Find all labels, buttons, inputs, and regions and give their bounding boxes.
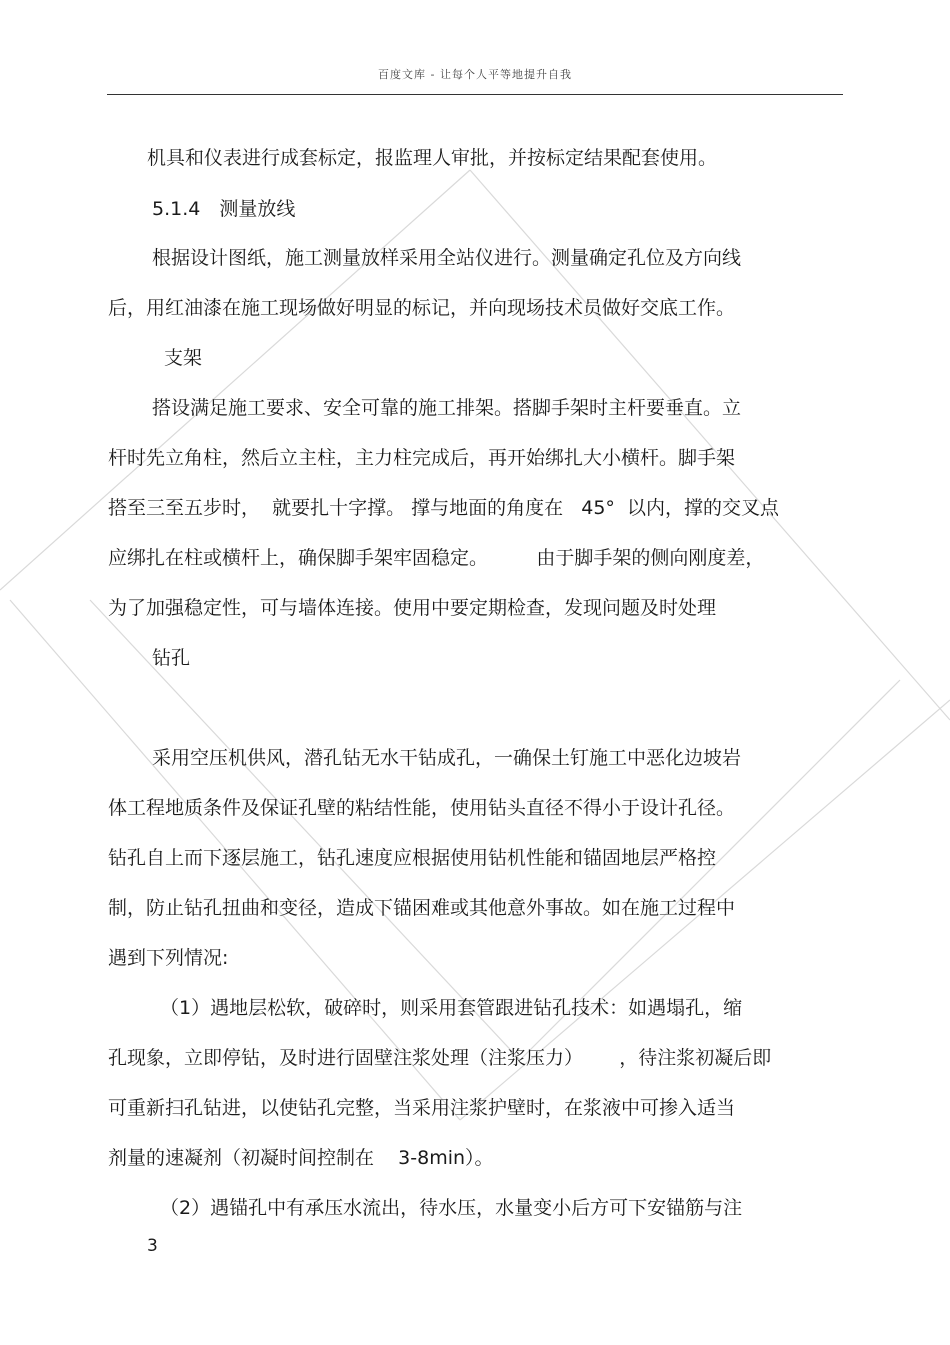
list-item-2-line-1: （2）遇锚孔中有承压水流出，待水压，水量变小后方可下安锚筋与注 xyxy=(160,1197,743,1219)
section-heading-support: 支架 xyxy=(164,347,203,369)
page-number: 3 xyxy=(147,1236,158,1256)
text-line-3: 根据设计图纸，施工测量放样采用全站仪进行。测量确定孔位及方向线 xyxy=(152,247,742,269)
section-heading-drilling: 钻孔 xyxy=(152,647,191,669)
list-item-1-line-2: 孔现象，立即停钻，及时进行固壁注浆处理（注浆压力） ，待注浆初凝后即 xyxy=(108,1047,772,1069)
text-line-10: 为了加强稳定性，可与墙体连接。使用中要定期检查，发现问题及时处理 xyxy=(108,597,717,619)
text-line-14: 钻孔自上而下逐层施工，钻孔速度应根据使用钻机性能和锚固地层严格控 xyxy=(108,847,717,869)
text-line-6: 搭设满足施工要求、安全可靠的施工排架。搭脚手架时主杆要垂直。立 xyxy=(152,397,742,419)
section-heading-survey: 5.1.4 测量放线 xyxy=(152,198,296,220)
list-item-1-line-4: 剂量的速凝剂（初凝时间控制在 3-8min）。 xyxy=(108,1147,494,1169)
text-line-12: 采用空压机供风，潜孔钻无水干钻成孔，一确保土钉施工中恶化边坡岩 xyxy=(152,747,742,769)
list-item-1-line-1: （1）遇地层松软，破碎时，则采用套管跟进钻孔技术：如遇塌孔，缩 xyxy=(160,997,743,1019)
text-line-4: 后，用红油漆在施工现场做好明显的标记，并向现场技术员做好交底工作。 xyxy=(108,297,736,319)
page-header-title: 百度文库 - 让每个人平等地提升自我 xyxy=(378,68,572,81)
text-line-13: 体工程地质条件及保证孔壁的粘结性能，使用钻头直径不得小于设计孔径。 xyxy=(108,797,736,819)
text-line-1: 机具和仪表进行成套标定，报监理人审批，并按标定结果配套使用。 xyxy=(147,147,718,169)
text-line-7: 杆时先立角柱，然后立主柱，主力柱完成后，再开始绑扎大小横杆。脚手架 xyxy=(108,447,736,469)
header-divider xyxy=(107,94,843,95)
text-line-8: 搭至三至五步时， 就要扎十字撑。 撑与地面的角度在 45° 以内，撑的交叉点 xyxy=(108,497,779,519)
text-line-16: 遇到下列情况: xyxy=(108,947,229,969)
text-line-15: 制，防止钻孔扭曲和变径，造成下锚困难或其他意外事故。如在施工过程中 xyxy=(108,897,736,919)
list-item-1-line-3: 可重新扫孔钻进，以使钻孔完整，当采用注浆护壁时，在浆液中可掺入适当 xyxy=(108,1097,736,1119)
text-line-9: 应绑扎在柱或横杆上，确保脚手架牢固稳定。 由于脚手架的侧向刚度差， xyxy=(108,547,765,569)
